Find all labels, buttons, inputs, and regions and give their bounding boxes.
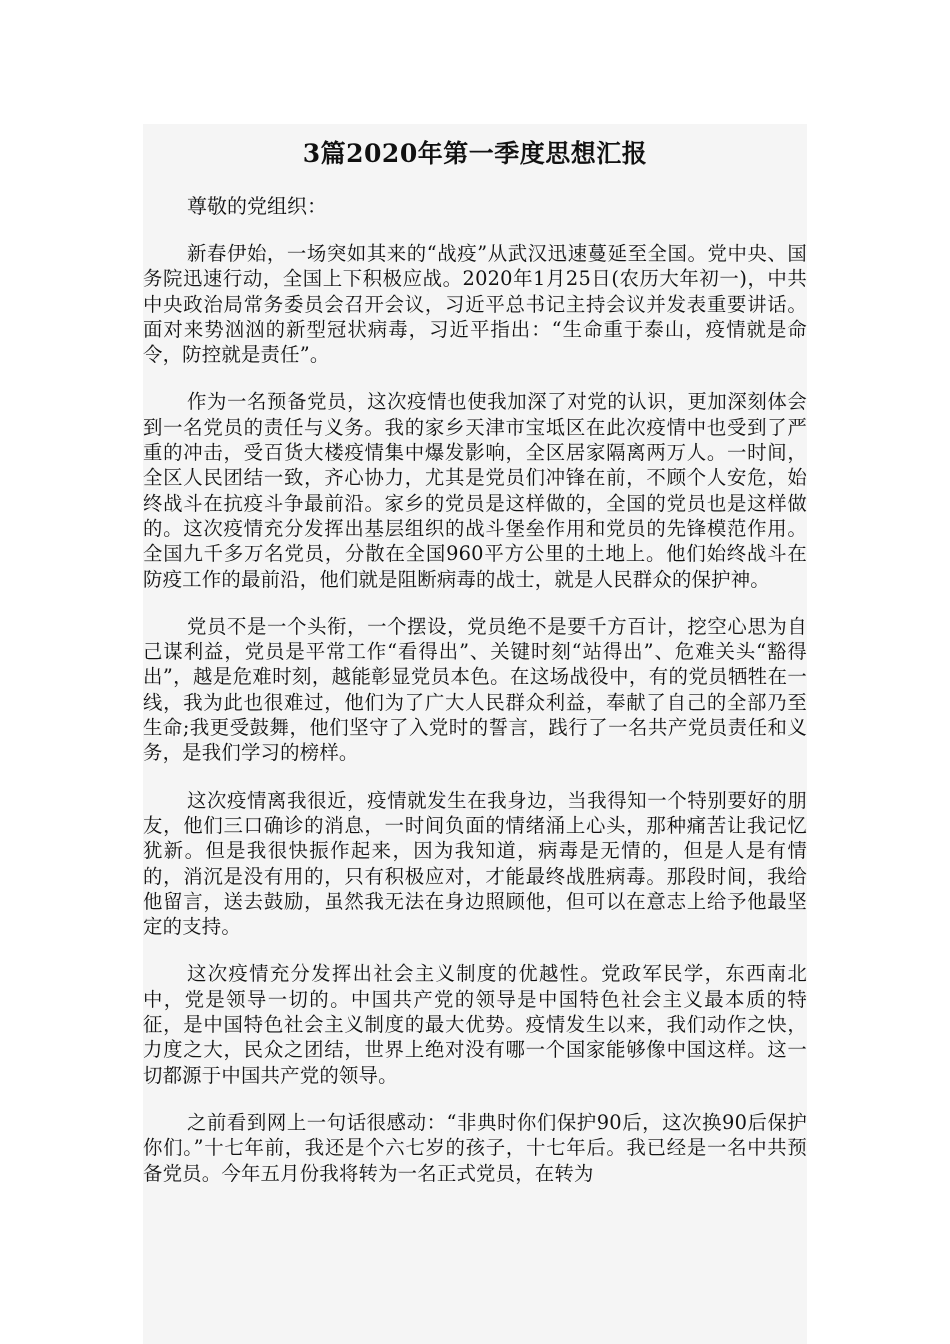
paragraph-5: 这次疫情充分发挥出社会主义制度的优越性。党政军民学，东西南北中，党是领导一切的。中国共产党的领导是中国特色社会主义最本质的特征，是中国特色社会主义制度的最大优势。疫情发生以来，我们动作之快，力度之大，民众之团结，世界上绝对没有哪一个国家能够像中国这样。这一切都源于中国共产党的领导。 (143, 962, 807, 1087)
paragraph-1: 新春伊始，一场突如其来的“战疫”从武汉迅速蔓延至全国。党中央、国务院迅速行动，全国上下积极应战。2020年1月25日(农历大年初一)，中共中央政治局常务委员会召开会议，习近平总书记主持会议并发表重要讲话。面对来势汹汹的新型冠状病毒，习近平指出：“生命重于泰山，疫情就是命令，防控就是责任”。 (143, 242, 807, 367)
paragraph-4: 这次疫情离我很近，疫情就发生在我身边，当我得知一个特别要好的朋友，他们三口确诊的消息，一时间负面的情绪涌上心头，那种痛苦让我记忆犹新。但是我很快振作起来，因为我知道，病毒是无情的，但是人是有情的，消沉是没有用的，只有积极应对，才能最终战胜病毒。那段时间，我给他留言，送去鼓励，虽然我无法在身边照顾他，但可以在意志上给予他最坚定的支持。 (143, 788, 807, 939)
paragraph-3: 党员不是一个头衔，一个摆设，党员绝不是要千方百计，挖空心思为自己谋利益，党员是平常工作“看得出”、关键时刻“站得出”、危难关头“豁得出”，越是危难时刻，越能彰显党员本色。在这场战役中，有的党员牺牲在一线，我为此也很难过，他们为了广大人民群众利益，奉献了自己的全部乃至生命;我更受鼓舞，他们坚守了入党时的誓言，践行了一名共产党员责任和义务，是我们学习的榜样。 (143, 614, 807, 765)
paragraph-6: 之前看到网上一句话很感动：“非典时你们保护90后，这次换90后保护你们。”十七年前，我还是个六七岁的孩子，十七年后。我已经是一名中共预备党员。今年五月份我将转为一名正式党员，在转为 (143, 1110, 807, 1185)
document-title: 3篇2020年第一季度思想汇报 (302, 139, 648, 168)
paragraph-2: 作为一名预备党员，这次疫情也使我加深了对党的认识，更加深刻体会到一名党员的责任与义务。我的家乡天津市宝坻区在此次疫情中也受到了严重的冲击，受百货大楼疫情集中爆发影响，全区居家隔离两万人。一时间，全区人民团结一致，齐心协力，尤其是党员们冲锋在前，不顾个人安危，始终战斗在抗疫斗争最前沿。家乡的党员是这样做的，全国的党员也是这样做的。这次疫情充分发挥出基层组织的战斗堡垒作用和党员的先锋模范作用。全国九千多万名党员，分散在全国960平方公里的土地上。他们始终战斗在防疫工作的最前沿，他们就是阻断病毒的战士，就是人民群众的保护神。 (143, 390, 807, 591)
salutation: 尊敬的党组织： (187, 194, 327, 218)
document-content (143, 130, 807, 1186)
